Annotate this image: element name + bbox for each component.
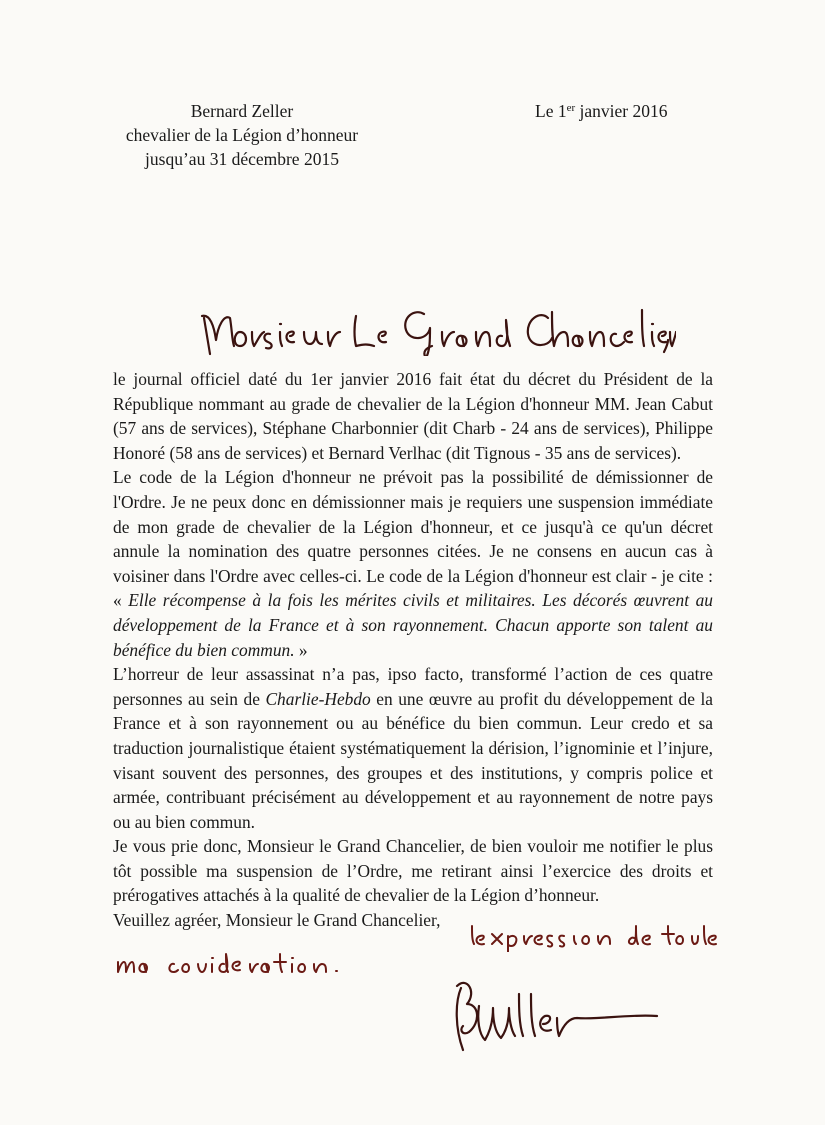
sender-title-until: jusqu’au 31 décembre 2015 [145,149,339,169]
code-quote: Elle récompense à la fois les mérites civils et militaires. Les décorés œuvrent au développement de la France et à son rayonnement. Chacun apporte son talent au bénéfice du bien commun. [113,590,713,660]
sender-block [102,99,382,171]
paragraph-suspension [113,465,713,662]
handwritten-closing-line-2 [114,946,374,980]
handwritten-closing-line-1 [464,922,734,952]
quote-close: » [294,639,308,660]
signature [443,976,663,1062]
handwritten-salutation [196,296,676,356]
letter-date [535,99,667,123]
paragraph-request: Je vous prie donc, Monsieur le Grand Chancelier, de bien vouloir me notifier le plus tôt possible ma suspension de l’Ordre, me retirant ainsi l’exercice des droits et prérogatives attachés à la qualité de chevalier de la Légion d’honneur. [113,836,713,906]
paragraph-horror-end: en une œuvre au profit du développement de la France et à son rayonnement ou au bénéfice du bien commun. Leur credo et sa traduction journalistique étaient systématiquement la dérision, l’ignominie et l’injure, visant souvent des personnes, des groupes et des institutions, y compris police et armée, contribuant précisément au développement et au rayonnement de notre pays ou au bien commun. [113,688,713,832]
paragraph-suspension-text: Le code de la Légion d'honneur ne prévoit pas la possibilité de démissionner de l'Ordre. Je ne peux donc en démissionner mais je requiers une suspension immédiate de mon grade de chevalier de la Légion d'honneur, et ce jusqu'à ce qu'un décret annule la nomination des quatre personnes citées. Je ne consens en aucun cas à voisiner dans l'Ordre avec celles-ci. Le code de la Légion d'honneur est clair - je cite : « [113,467,713,611]
letter-body [113,367,713,933]
date-prefix: Le 1 [535,101,567,121]
sender-title: chevalier de la Légion d’honneur [125,125,359,145]
paragraph-horror [113,662,713,834]
closing-printed: Veuillez agréer, Monsieur le Grand Chancelier, [113,910,441,931]
journal-name: Charlie-Hebdo [265,688,371,709]
date-suffix: janvier 2016 [575,101,668,121]
date-superscript: er [566,102,576,114]
sender-name: Bernard Zeller [190,101,294,121]
paragraph-horror-start: L’horreur de leur assassinat n’a pas, ipso facto, transformé l’action de ces quatre personnes au sein de [113,664,713,709]
paragraph-decree: le journal officiel daté du 1er janvier 2016 fait état du décret du Président de la République nommant au grade de chevalier de la Légion d'honneur MM. Jean Cabut (57 ans de services), Stéphane Charbonnier (dit Charb - 24 ans de services), Philippe Honoré (58 ans de services) et Bernard Verlhac (dit Tignous - 35 ans de services). [113,369,713,463]
